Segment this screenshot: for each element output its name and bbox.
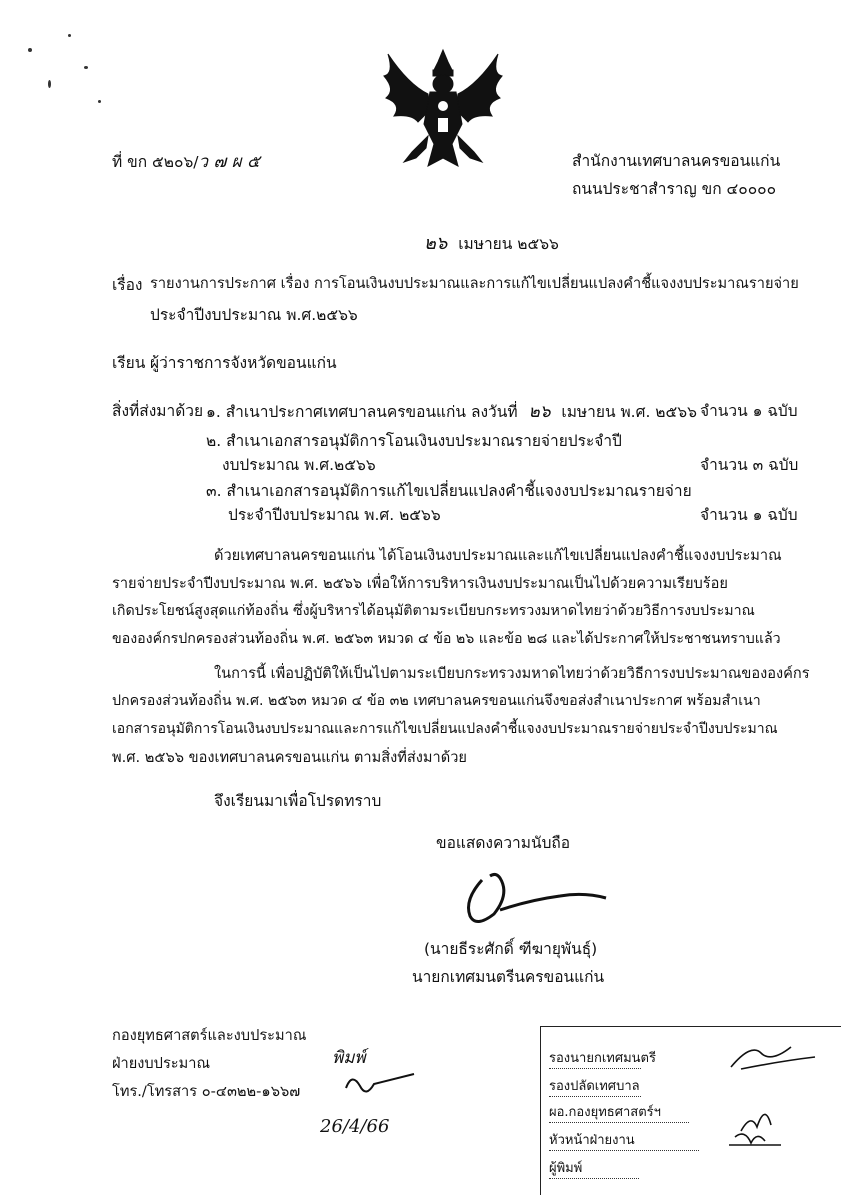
- approval-row-director: ผอ.กองยุทธศาสตร์ฯ: [549, 1101, 689, 1123]
- closing-line: จึงเรียนมาเพื่อโปรดทราบ: [214, 792, 382, 810]
- document-number-handwritten: ว ๗ ผ ๕: [198, 152, 260, 172]
- enclosure-3-line-1: ๓. สำเนาเอกสารอนุมัติการแก้ไขเปลี่ยนแปลงคำชี้แจงงบประมาณรายจ่าย: [206, 482, 692, 500]
- enclosures-label: สิ่งที่ส่งมาด้วย: [112, 402, 204, 420]
- handwritten-initial-icon: [340, 1068, 420, 1102]
- footer-phone: โทร./โทรสาร ๐-๔๓๒๒-๑๖๖๗: [112, 1083, 301, 1100]
- document-date: [424, 228, 559, 257]
- signer-title: นายกเทศมนตรีนครขอนแก่น: [412, 968, 605, 986]
- handwritten-date: 26/4/66: [320, 1116, 390, 1137]
- approval-box: [540, 1026, 841, 1195]
- date-month-year: เมษายน ๒๕๖๖: [458, 235, 559, 253]
- approval-signature-icon: [721, 1033, 821, 1173]
- handwritten-signature-icon: [460, 870, 610, 930]
- office-name: สำนักงานเทศบาลนครขอนแก่น: [572, 152, 781, 170]
- document-number: [112, 148, 260, 175]
- approval-row-deputy-clerk: รองปลัดเทศบาล: [549, 1075, 641, 1097]
- footer-section: ฝ่ายงบประมาณ: [112, 1055, 210, 1072]
- enclosure-2-qty: จำนวน ๓ ฉบับ: [700, 456, 799, 474]
- recipient-name: ผู้ว่าราชการจังหวัดขอนแก่น: [150, 354, 337, 372]
- approval-row-section-head: หัวหน้าฝ่ายงาน: [549, 1129, 699, 1151]
- scan-mark: [28, 48, 32, 52]
- recipient-label: เรียน: [112, 354, 146, 372]
- subject-line-2: ประจำปีงบประมาณ พ.ศ.๒๕๖๖: [150, 306, 358, 324]
- scan-mark: [84, 66, 88, 69]
- body-paragraph-2-line-2: ปกครองส่วนท้องถิ่น พ.ศ. ๒๕๖๓ หมวด ๔ ข้อ ๓๒ เทศบาลนครขอนแก่นจึงขอส่งสำเนาประกาศ พร้อมสำเนา: [112, 693, 761, 709]
- salutation: ขอแสดงความนับถือ: [436, 834, 571, 852]
- scan-mark: [98, 100, 101, 103]
- enclosure-1-day-handwritten: ๒๖: [528, 402, 551, 422]
- body-paragraph-1-line-1: ด้วยเทศบาลนครขอนแก่น ได้โอนเงินงบประมาณและแก้ไขเปลี่ยนแปลงคำชี้แจงงบประมาณ: [214, 547, 782, 564]
- enclosure-1-text: ๑. สำเนาประกาศเทศบาลนครขอนแก่น ลงวันที่ ๒๖ เมษายน พ.ศ. ๒๕๖๖: [206, 402, 697, 422]
- footer-department: กองยุทธศาสตร์และงบประมาณ: [112, 1027, 307, 1044]
- handwritten-note-typist: พิมพ์: [332, 1048, 366, 1068]
- garuda-emblem-icon: [378, 44, 508, 172]
- enclosure-1-qty: จำนวน ๑ ฉบับ: [700, 402, 798, 420]
- body-paragraph-2-line-4: พ.ศ. ๒๕๖๖ ของเทศบาลนครขอนแก่น ตามสิ่งที่ส่งมาด้วย: [112, 749, 467, 766]
- document-number-prefix: ที่ ขก ๕๒๐๖/: [112, 153, 199, 171]
- body-paragraph-2-line-1: ในการนี้ เพื่อปฏิบัติให้เป็นไปตามระเบียบกระทรวงมหาดไทยว่าด้วยวิธีการงบประมาณขององค์กร: [214, 665, 810, 682]
- enclosure-3-qty: จำนวน ๑ ฉบับ: [700, 506, 798, 524]
- body-paragraph-1-line-3: เกิดประโยชน์สูงสุดแก่ท้องถิ่น ซึ่งผู้บริหารได้อนุมัติตามระเบียบกระทรวงมหาดไทยว่าด้วยวิธีการงบประมาณ: [112, 603, 755, 619]
- approval-row-deputy-mayor: รองนายกเทศมนตรี: [549, 1047, 641, 1069]
- body-paragraph-1-line-2: รายจ่ายประจำปีงบประมาณ พ.ศ. ๒๕๖๖ เพื่อให้การบริหารเงินงบประมาณเป็นไปด้วยความเรียบร้อย: [112, 575, 728, 592]
- date-day-handwritten: ๒๖: [424, 233, 448, 254]
- subject-line-1: รายงานการประกาศ เรื่อง การโอนเงินงบประมาณและการแก้ไขเปลี่ยนแปลงคำชี้แจงงบประมาณรายจ่าย: [150, 275, 799, 292]
- subject-label: เรื่อง: [112, 276, 143, 294]
- signer-name: (นายธีระศักดิ์ ฑีฆายุพันธุ์): [424, 940, 598, 958]
- body-paragraph-2-line-3: เอกสารอนุมัติการโอนเงินงบประมาณและการแก้ไขเปลี่ยนแปลงคำชี้แจงงบประมาณรายจ่ายประจำปีงบประมาณ: [112, 721, 778, 737]
- scan-mark: [68, 34, 71, 37]
- enclosure-2-line-2: งบประมาณ พ.ศ.๒๕๖๖: [222, 456, 376, 474]
- enclosure-3-line-2: ประจำปีงบประมาณ พ.ศ. ๒๕๖๖: [228, 506, 441, 524]
- body-paragraph-1-line-4: ขององค์กรปกครองส่วนท้องถิ่น พ.ศ. ๒๕๖๓ หมวด ๔ ข้อ ๒๖ และข้อ ๒๘ และได้ประกาศให้ประชาชนทราบแล้ว: [112, 631, 781, 647]
- enclosure-2-line-1: ๒. สำเนาเอกสารอนุมัติการโอนเงินงบประมาณรายจ่ายประจำปี: [206, 432, 622, 450]
- scan-mark: [48, 80, 51, 88]
- approval-row-typist: ผู้พิมพ์: [549, 1157, 639, 1179]
- office-address: ถนนประชาสำราญ ขก ๔๐๐๐๐: [572, 180, 777, 198]
